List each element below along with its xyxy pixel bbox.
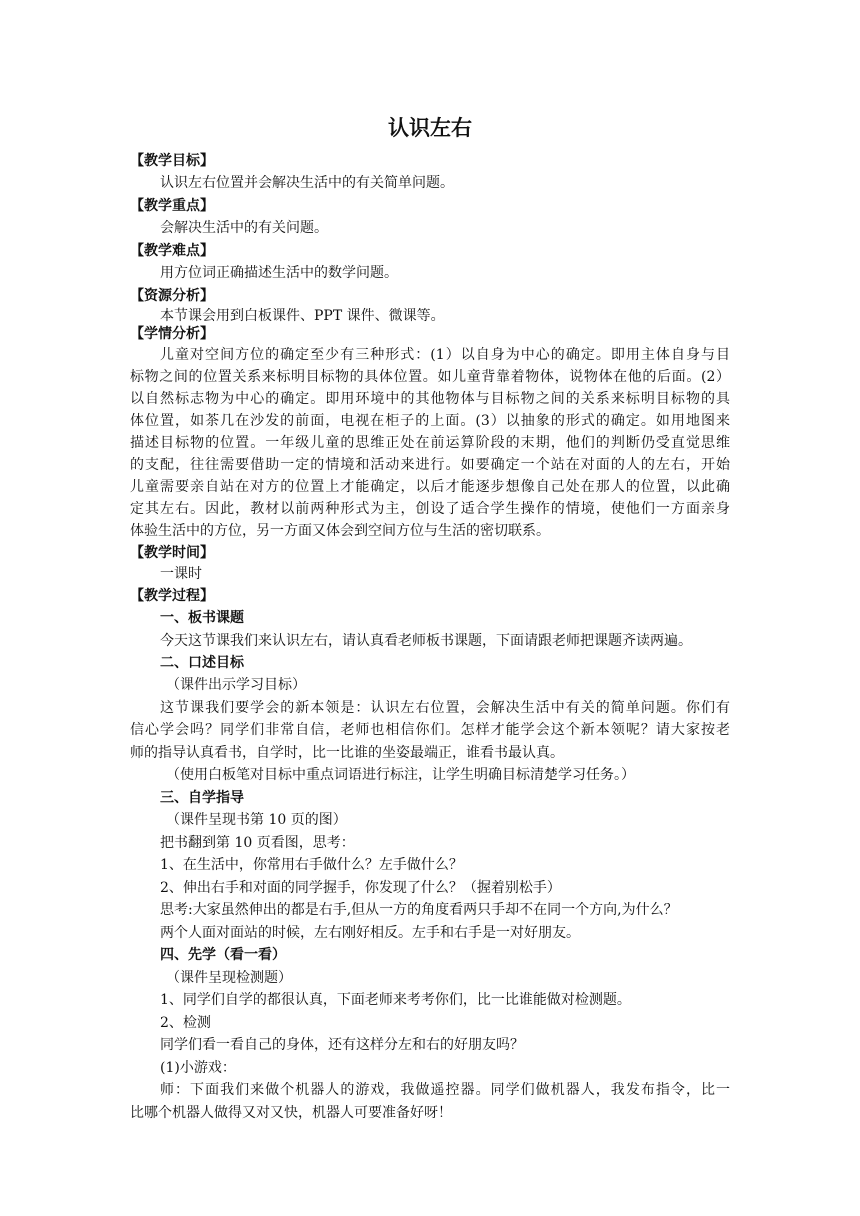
process-step-2-text-line: 信心学会吗？同学们非常自信，老师也相信你们。怎样才能学会这个新本领呢？请大家按老: [130, 722, 730, 738]
difficulty-text: 用方位词正确描述生活中的数学问题。: [160, 265, 398, 281]
section-heading-goal: 【教学目标】: [130, 153, 214, 169]
students-paragraph-line: 描述目标物的位置。一年级儿童的思维正处在前运算阶段的末期，他们的判断仍受直觉思维: [130, 435, 730, 451]
process-step-3-line: 思考:大家虽然伸出的都是右手,但从一方的角度看两只手却不在同一个方向,为什么？: [160, 902, 678, 918]
students-paragraph-line: 标物之间的位置关系来标明目标物的具体位置。如儿童背靠着物体，说物体在他的后面。(2）: [130, 369, 730, 385]
process-step-3-line: 1、在生活中，你常用右手做什么？左手做什么？: [160, 857, 463, 873]
section-heading-students: 【学情分析】: [130, 326, 214, 342]
process-step-2-text-line: 这节课我们要学会的新本领是：认识左右位置，会解决生活中有关的简单问题。你们有: [160, 700, 730, 716]
process-step-1-title: 一、板书课题: [160, 610, 244, 626]
section-heading-time-label: 【教学时间】: [130, 545, 214, 561]
section-heading-key: 【教学重点】: [130, 198, 214, 214]
students-paragraph-line: 以自然标志物为中心的确定。即用环境中的其他物体与目标物之间的关系来标明目标物的具: [130, 391, 730, 407]
process-step-3-note: （课件呈现书第 10 页的图）: [166, 812, 347, 828]
goal-text: 认识左右位置并会解决生活中的有关简单问题。: [160, 175, 454, 191]
time-text: 一课时: [160, 566, 202, 582]
students-paragraph-line: 体验生活中的方位，另一方面又体会到空间方位与生活的密切联系。: [130, 523, 550, 539]
process-step-3-title: 三、自学指导: [160, 790, 244, 806]
students-paragraph-line: 儿童需要亲自站在对方的位置上才能确定，以后才能逐步想像自己处在那人的位置，以此确: [130, 479, 730, 495]
process-step-2-text-line: 师的指导认真看书，自学时，比一比谁的坐姿最端正，谁看书最认真。: [130, 745, 564, 761]
process-step-3-line: 两个人面对面站的时候，左右刚好相反。左手和右手是一对好朋友。: [160, 925, 580, 941]
process-step-4-line: 同学们看一看自己的身体，还有这样分左和右的好朋友吗？: [160, 1037, 524, 1053]
process-step-3-line: 2、伸出右手和对面的同学握手，你发现了什么？（握着别松手）: [160, 880, 561, 896]
process-step-4-line: 1、同学们自学的都很认真，下面老师来考考你们，比一比谁能做对检测题。: [160, 992, 631, 1008]
process-step-4-line: (1)小游戏：: [160, 1060, 236, 1076]
section-heading-process: 【教学过程】: [130, 588, 214, 604]
process-step-4-title: 四、先学（看一看）: [160, 947, 286, 963]
students-paragraph-line: 定其左右。因此，教材以前两种形式为主，创设了适合学生操作的情境，使他们一方面亲身: [130, 501, 730, 517]
process-step-1-text: 今天这节课我们来认识左右，请认真看老师板书课题，下面请跟老师把课题齐读两遍。: [160, 633, 692, 649]
process-step-4-line: 师：下面我们来做个机器人的游戏，我做遥控器。同学们做机器人，我发布指令，比一: [160, 1082, 730, 1098]
process-step-4-note: （课件呈现检测题）: [166, 970, 292, 986]
students-paragraph-line: 的支配，往往需要借助一定的情境和活动来进行。如要确定一个站在对面的人的左右，开始: [130, 457, 730, 473]
process-step-2-note: （课件出示学习目标）: [166, 677, 306, 693]
section-heading-resources: 【资源分析】: [130, 288, 214, 304]
section-heading-difficulty: 【教学难点】: [130, 243, 214, 259]
process-step-4-line: 2、检测: [160, 1015, 211, 1031]
process-step-3-line: 把书翻到第 10 页看图，思考：: [160, 835, 355, 851]
process-step-2-note2: （使用白板笔对目标中重点词语进行标注，让学生明确目标清楚学习任务。）: [166, 767, 635, 783]
students-paragraph-line: 体位置，如茶几在沙发的前面，电视在柜子的上面。(3）以抽象的形式的确定。如用地图来: [130, 413, 730, 429]
resources-text: 本节课会用到白板课件、PPT 课件、微课等。: [160, 308, 445, 324]
process-step-4-line: 比哪个机器人做得又对又快，机器人可要准备好呀！: [130, 1105, 452, 1121]
students-paragraph-line: 儿童对空间方位的确定至少有三种形式：(1）以自身为中心的确定。即用主体自身与目: [160, 347, 730, 363]
process-step-2-title: 二、口述目标: [160, 655, 244, 671]
key-text: 会解决生活中的有关问题。: [160, 220, 328, 236]
page-title: 认识左右: [388, 116, 472, 140]
